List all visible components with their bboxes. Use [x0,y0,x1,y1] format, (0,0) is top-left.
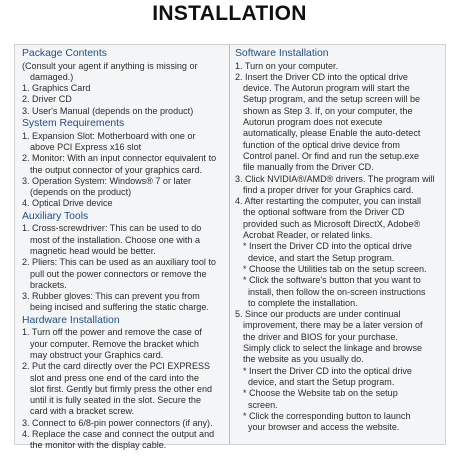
right-column [235,47,445,433]
instruction-panel [14,44,446,451]
software-line: * Choose the Website tab on the setup [243,388,398,399]
software-line: the driver and BIOS for your purchase. [243,331,398,342]
software-line: 5. Since our products are under continual [235,309,401,320]
package-line: 2. Driver CD [22,94,72,105]
software-line: device. The Autorun program will start the [243,83,410,94]
software-line: the optional software from the Driver CD [243,207,405,218]
hardware-line: may obstruct your Graphics card. [30,349,164,360]
package-line: (Consult your agent if anything is missing or [22,60,198,71]
package-line: 3. User's Manual (depends on the product) [22,105,194,116]
software-line: function of the optical drive device from [243,139,400,150]
software-line: improvement, there may be a later version of [243,320,423,331]
hardware-line: slot and press one end of the card into the [30,372,199,383]
tools-line: 3. Rubber gloves: This can prevent you from [22,291,200,302]
software-line: the website as you usually do. [243,354,364,365]
hardware-line: your computer. Remove the bracket which [30,338,199,349]
system-line: 1. Expansion Slot: Motherboard with one or [22,130,196,141]
software-line: 4. After restarting the computer, you can install [235,196,422,207]
hardware-installation-heading: Hardware Installation [22,314,120,326]
package-line: damaged.) [30,71,74,82]
software-line: Autorun program does not execute [243,117,383,128]
hardware-line: card with a bracket screw. [30,406,135,417]
tools-line: 1. Cross-screwdriver: This can be used to do [22,223,202,234]
software-line: screen. [248,399,278,410]
tools-line: most of the installation. Choose one with a [30,234,200,245]
software-line: device, and start the Setup program. [248,376,395,387]
hardware-line: 3. Connect to 6/8-pin power connectors (if any). [22,417,213,428]
software-line: 1. Turn on your computer. [235,60,339,71]
software-line: Acrobat Reader, or related links. [243,230,373,241]
software-line: file manually from the Driver CD. [243,162,374,173]
software-line: automatically, please Enable the auto-detect [243,128,421,139]
tools-line: brackets. [30,279,67,290]
software-line: to complete the installation. [248,297,358,308]
column-divider [229,45,230,444]
hardware-line: 2. Put the card directly over the PCI EXPRESS [22,361,211,372]
hardware-line: 1. Turn off the power and remove the case of [22,327,202,338]
software-line: 3. Click NVIDIA®/AMD® drivers. The program will [235,173,435,184]
hardware-line: 4. Replace the case and connect the output and [22,428,215,439]
system-requirements-heading: System Requirements [22,118,125,130]
software-line: find a proper driver for your Graphics card. [243,184,414,195]
system-line: 4. Optical Drive device [22,198,113,209]
software-line: shown as Step 3. If, on your computer, the [243,105,413,116]
software-line: * Insert the Driver CD into the optical drive [243,365,412,376]
software-line: provided such as Microsoft DirectX, Adobe® [243,218,421,229]
software-line: * Click the software's button that you want to [243,275,421,286]
software-line: Simply click to select the linkage and browse [243,343,423,354]
package-contents-heading: Package Contents [22,48,107,59]
software-line: Setup program, and the setup screen will be [243,94,421,105]
tools-line: pull out the power connectors or remove the [30,268,207,279]
software-line: 2. Insert the Driver CD into the optical drive [235,71,408,82]
software-line: * Click the corresponding button to launch [243,410,411,421]
auxiliary-tools-heading: Auxiliary Tools [22,210,89,222]
software-line: device, and start the Setup program. [248,252,395,263]
software-line: Control panel. Or find and run the setup.exe [243,150,420,161]
hardware-line: slot first. Gently but firmly press the other end [30,383,213,394]
software-line: * Insert the Driver CD into the optical drive [243,241,412,252]
hardware-line: the monitor with the display cable. [30,440,167,451]
tools-line: magnetic head would be better. [30,245,156,256]
system-line: 2. Monitor: With an input connector equivalent to [22,153,217,164]
tools-line: 2. Pliers: This can be used as an auxiliary tool to [22,257,216,268]
hardware-line: until it is fully seated in the slot. Secure the [30,395,201,406]
system-line: the output connector of your graphics card. [30,164,202,175]
software-line: * Choose the Utilities tab on the setup screen. [243,263,427,274]
system-line: above PCI Express x16 slot [30,141,142,152]
software-installation-heading: Software Installation [235,48,329,59]
package-line: 1. Graphics Card [22,83,91,94]
left-column [22,47,227,452]
system-line: 3. Operation System: Windows® 7 or later [22,175,192,186]
software-line: your browser and access the website. [248,422,400,433]
software-line: install, then follow the on-screen instructions [248,286,426,297]
page-title: INSTALLATION [152,2,307,25]
tools-line: being incised and suffering the static charge. [30,302,209,313]
system-line: (depends on the product) [30,187,132,198]
